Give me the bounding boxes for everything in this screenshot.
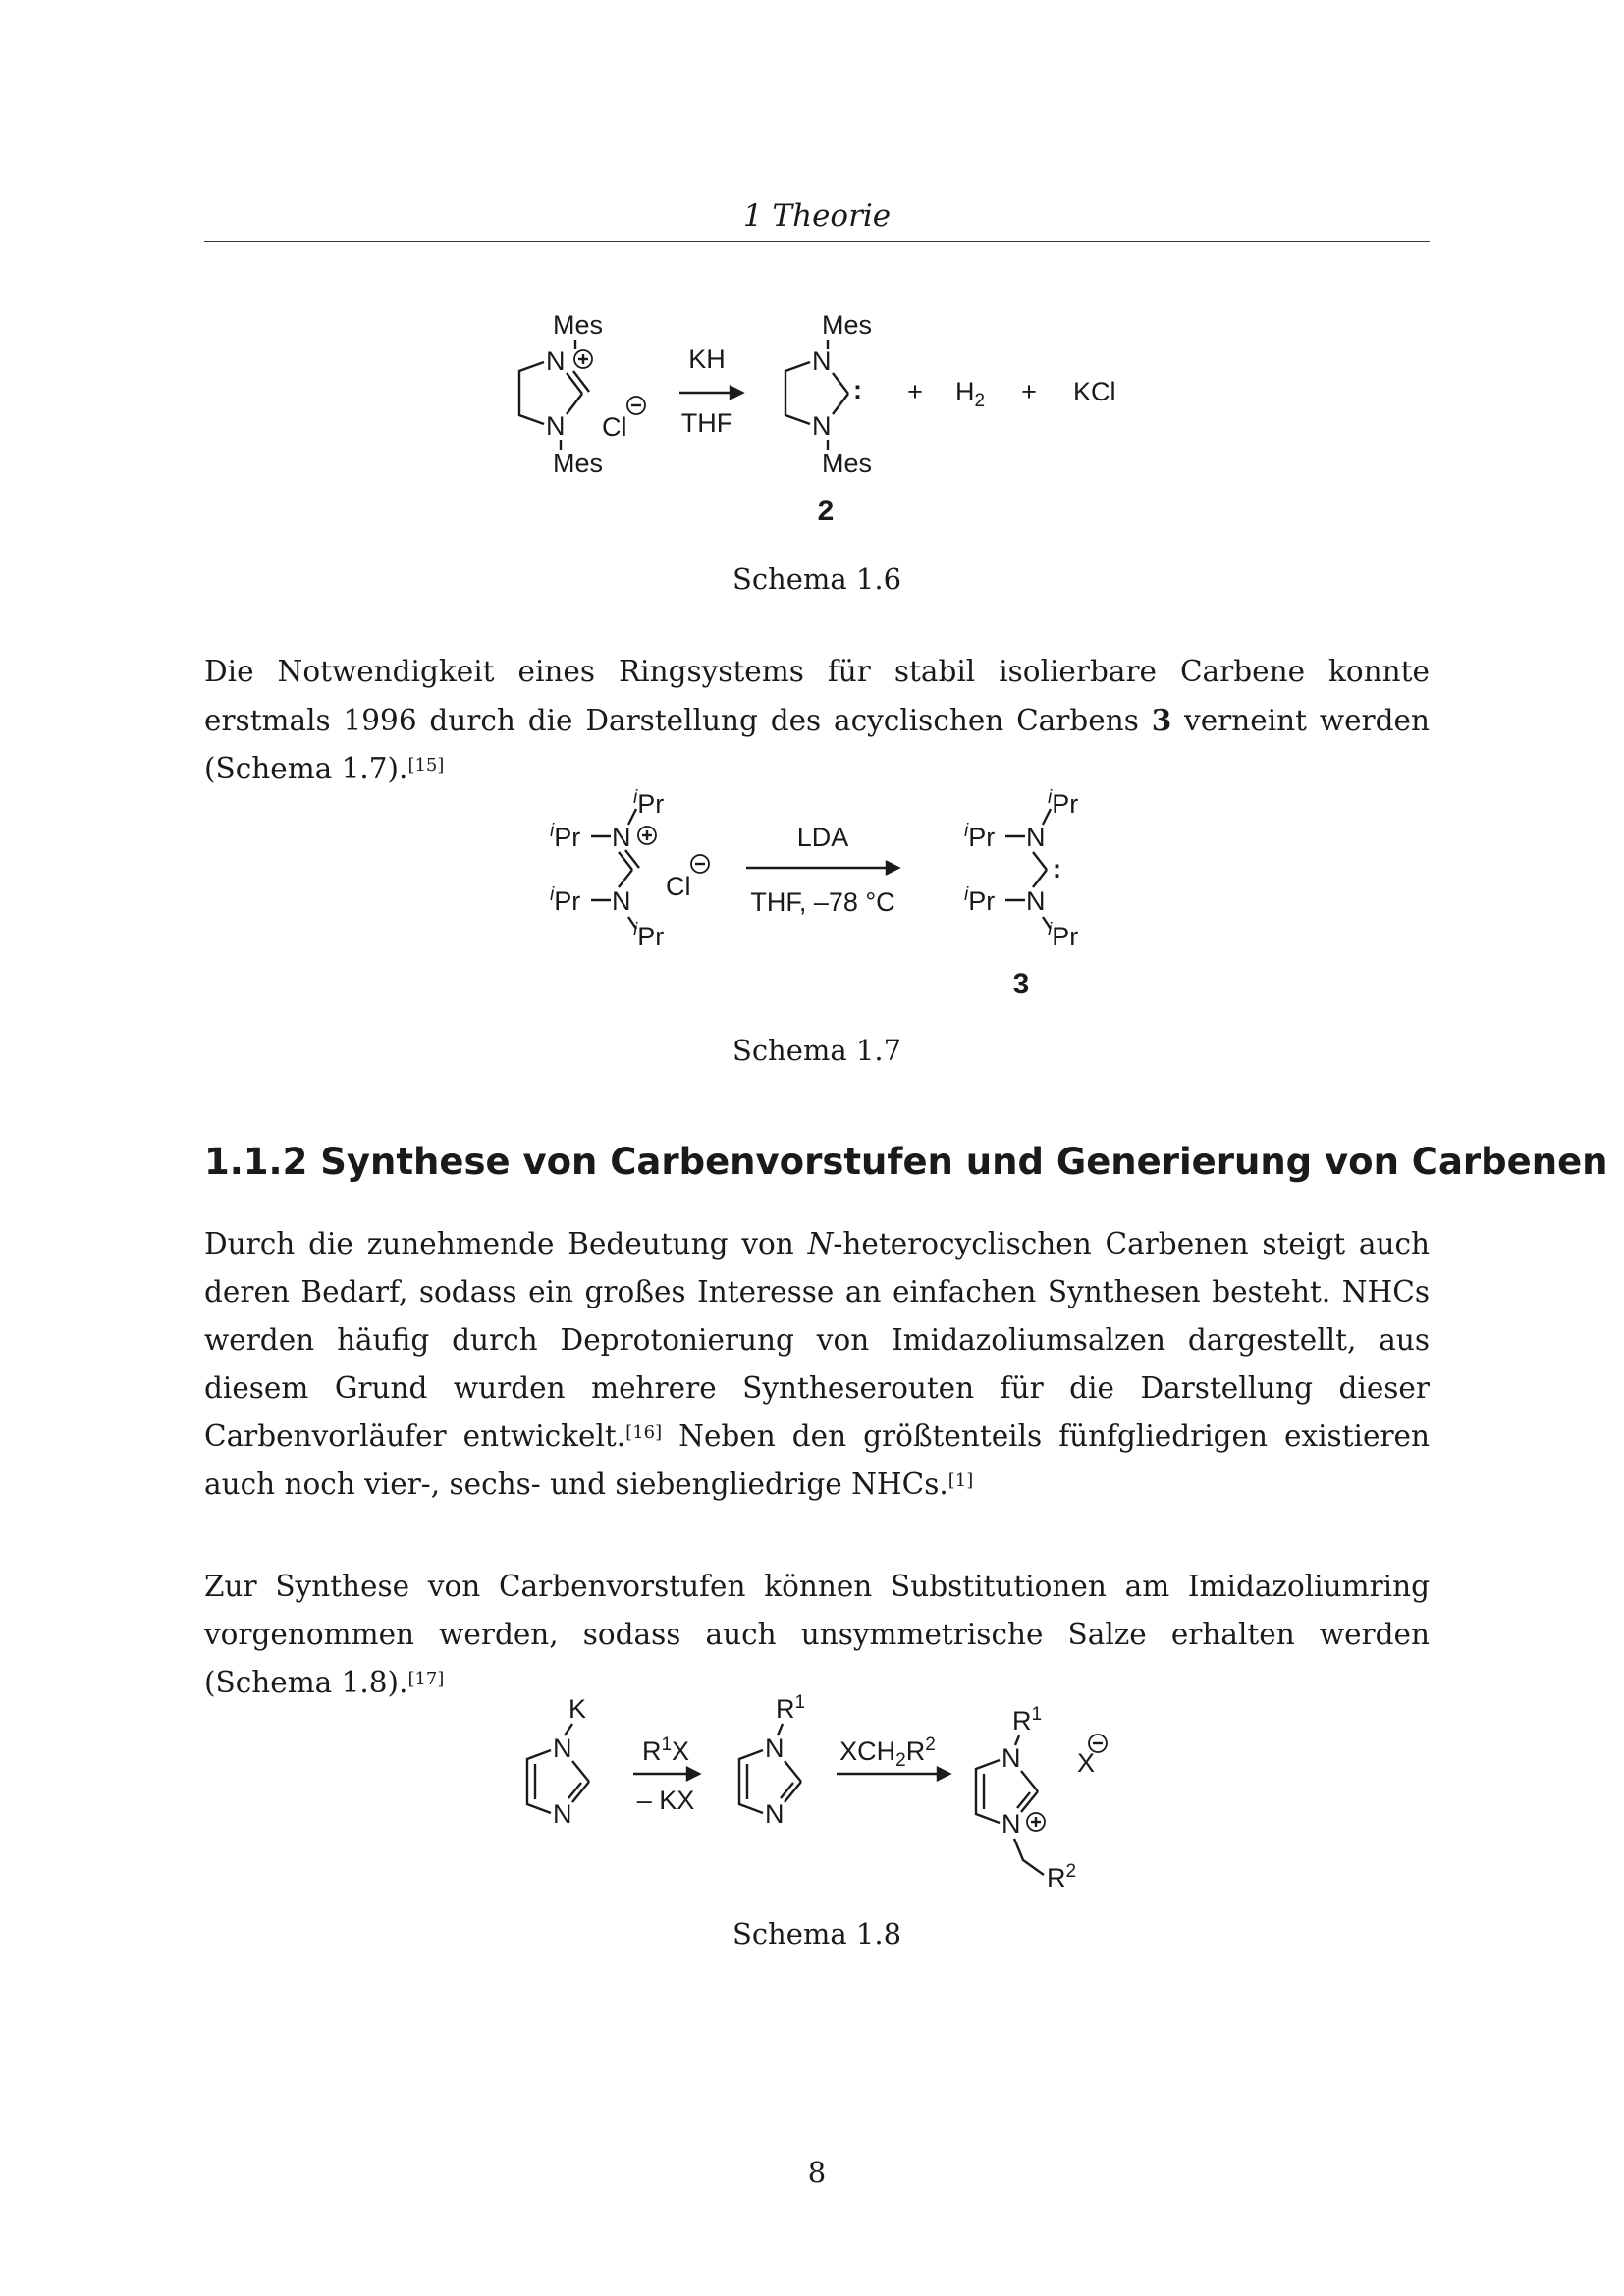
paragraph-acyclic-carbene bbox=[204, 648, 1430, 793]
p-ipr-top-text: Pr bbox=[1052, 789, 1079, 819]
p1-compound-ref: 3 bbox=[1151, 703, 1172, 737]
acyclic-carbene-3 bbox=[964, 787, 1078, 1000]
im-n3-label: N bbox=[765, 1799, 785, 1829]
p2-text-c: Neben den größtenteils fünfgliedrigen existieren auch noch vier-, sechs- und siebengliedrige NHCs. bbox=[204, 1419, 1430, 1501]
ipr-lt-prefix: i bbox=[550, 821, 555, 841]
potassium-imidazolide bbox=[527, 1694, 589, 1829]
plus-sign-1: + bbox=[907, 377, 923, 406]
reagent-r1x bbox=[642, 1735, 689, 1766]
k-label: K bbox=[568, 1694, 587, 1724]
p-ipr-b-text: Pr bbox=[1052, 922, 1079, 951]
caption-scheme-1-6: Schema 1.6 bbox=[731, 562, 902, 596]
mes-bottom-label: Mes bbox=[553, 449, 604, 478]
prod-ring-bond-1 bbox=[1021, 1771, 1038, 1791]
n1-label: N bbox=[546, 347, 566, 376]
arrow-head bbox=[731, 387, 742, 399]
r1-sup: 1 bbox=[794, 1692, 806, 1713]
citation-16[interactable]: [16] bbox=[625, 1422, 663, 1443]
citation-15[interactable]: [15] bbox=[407, 755, 445, 775]
reagent-xch2r2 bbox=[839, 1735, 936, 1771]
imidazolium-salt bbox=[976, 1704, 1107, 1893]
arrow-head bbox=[887, 862, 898, 874]
h-label: H bbox=[955, 377, 975, 406]
product-bond-2 bbox=[833, 394, 848, 414]
product-ring-backbone bbox=[785, 362, 810, 424]
caption-scheme-1-8: Schema 1.8 bbox=[731, 1917, 902, 1950]
p1-text-a: Die Notwendigkeit eines Ringsystems für stabil isolierbare Carbene konnte erstmals 1996 durch die Darstellung des acyclischen Carbens bbox=[204, 655, 1430, 737]
p-ipr-left-bottom bbox=[964, 884, 995, 916]
carbene-lone-pair: : bbox=[853, 375, 862, 404]
im-ring-bond-1 bbox=[785, 1761, 801, 1782]
prod-n3-label: N bbox=[1001, 1809, 1021, 1839]
reaction-arrow-1-6 bbox=[679, 345, 742, 438]
xch2r2-r: R bbox=[905, 1736, 926, 1766]
p3-text-a: Zur Synthese von Carbenvorstufen können Substitutionen am Imidazoliumring vorgenommen werden, sodass auch unsymmetrische Salze erhalten werden (Schema 1.8). bbox=[204, 1570, 1430, 1699]
ipr-left-top bbox=[550, 821, 580, 852]
p-ipr-b-prefix: i bbox=[1048, 920, 1053, 940]
byproduct-kcl: KCl bbox=[1073, 377, 1116, 406]
mes-top-label: Mes bbox=[553, 310, 604, 340]
p-ipr-lt-text: Pr bbox=[968, 823, 996, 852]
product-mes-bottom: Mes bbox=[822, 449, 873, 478]
compound-number-2: 2 bbox=[817, 495, 835, 527]
p-n-top: N bbox=[1026, 823, 1046, 852]
ipr-lb-text: Pr bbox=[554, 886, 581, 916]
cn-single bbox=[619, 870, 632, 887]
section-title: Synthese von Carbenvorstufen und Generierung von Carbenen bbox=[320, 1141, 1608, 1183]
r1x-x: X bbox=[672, 1736, 690, 1766]
imidazolinium-chloride bbox=[519, 310, 645, 478]
product-bond-1 bbox=[833, 373, 848, 394]
prod-ring-backbone bbox=[976, 1760, 1000, 1823]
scheme-1-7 bbox=[0, 775, 1624, 1011]
byproduct-h2 bbox=[955, 377, 985, 411]
chloride-label: Cl bbox=[666, 872, 691, 901]
ipr-top-prefix: i bbox=[633, 787, 638, 808]
r1-r: R bbox=[776, 1694, 795, 1724]
p2-text-b: -heterocyclischen Carbenen steigt auch deren Bedarf, sodass ein großes Interesse an einfachen Synthesen besteht. NHCs werden häufig durch Deprotonierung von Imidazoliumsalzen dargestellt, aus diesem Grund wurden mehrere Syntheserouten für die Darstellung dieser Carbenvorläufer entwickelt. bbox=[204, 1227, 1430, 1453]
prod-r1-label bbox=[1012, 1704, 1042, 1735]
p-ipr-left-top bbox=[964, 821, 995, 852]
reagent-lda: LDA bbox=[796, 823, 849, 852]
running-title: 1 Theorie bbox=[742, 198, 892, 234]
r1x-sup: 1 bbox=[661, 1735, 673, 1755]
r2-r: R bbox=[1047, 1863, 1066, 1893]
ipr-bottom bbox=[633, 920, 664, 951]
n1-label: N bbox=[553, 1734, 572, 1763]
xch2r2-sup: 2 bbox=[925, 1735, 936, 1755]
reagent-minus-kx: – KX bbox=[636, 1786, 695, 1815]
prod-r1-r: R bbox=[1012, 1706, 1032, 1735]
product-n1: N bbox=[812, 347, 832, 376]
arrow-1-head bbox=[687, 1768, 699, 1780]
p2-italic-n: N bbox=[807, 1227, 834, 1260]
counterion-x: X bbox=[1077, 1748, 1096, 1778]
cn-double-bond-b bbox=[573, 371, 589, 392]
ipr-b-text: Pr bbox=[637, 922, 665, 951]
p-cn-bond-1 bbox=[1033, 852, 1047, 870]
ipr-left-bottom bbox=[550, 884, 580, 916]
p-n-bottom: N bbox=[1026, 886, 1046, 916]
ipr-b-prefix: i bbox=[633, 920, 638, 940]
formamidinium-chloride bbox=[550, 787, 709, 951]
citation-17[interactable]: [17] bbox=[407, 1669, 445, 1689]
ipr-top bbox=[633, 787, 664, 819]
ring-backbone bbox=[527, 1750, 551, 1813]
ipr-lt-text: Pr bbox=[554, 823, 581, 852]
r2-label bbox=[1047, 1861, 1076, 1893]
carbene-2 bbox=[785, 310, 872, 527]
ch2-r2-chain bbox=[1014, 1839, 1044, 1875]
scheme-1-8 bbox=[0, 1683, 1624, 1909]
r2-sup: 2 bbox=[1065, 1861, 1077, 1882]
product-n3: N bbox=[812, 411, 832, 441]
page-number: 8 bbox=[807, 2156, 827, 2189]
reaction-arrow-1 bbox=[633, 1735, 699, 1815]
xch2r2-sub: 2 bbox=[895, 1750, 906, 1771]
reagent-conditions: THF, –78 °C bbox=[750, 887, 895, 917]
p-ipr-lt-prefix: i bbox=[964, 821, 969, 841]
im-ring-backbone bbox=[739, 1750, 763, 1813]
caption-scheme-1-7: Schema 1.7 bbox=[731, 1034, 902, 1067]
p-cn-bond-2 bbox=[1033, 870, 1047, 887]
im-n1-label: N bbox=[765, 1734, 785, 1763]
plus-sign-2: + bbox=[1021, 377, 1037, 406]
compound-number-3: 3 bbox=[1012, 968, 1030, 1000]
r1-label bbox=[776, 1692, 805, 1724]
reaction-arrow-2 bbox=[837, 1735, 949, 1780]
arrow-2-head bbox=[938, 1768, 949, 1780]
h-subscript: 2 bbox=[974, 391, 986, 411]
im-ring-double-inner bbox=[781, 1783, 793, 1798]
section-number: 1.1.2 bbox=[204, 1141, 308, 1183]
prod-ring-double-inner bbox=[1017, 1792, 1030, 1808]
section-heading bbox=[204, 1141, 1608, 1183]
carbene-lone-pair: : bbox=[1053, 854, 1061, 883]
cn-single-bond bbox=[567, 394, 582, 414]
prod-r1-sup: 1 bbox=[1031, 1704, 1043, 1725]
n3-label: N bbox=[546, 411, 566, 441]
cn-double-bond-a bbox=[567, 373, 582, 394]
ipr-lb-prefix: i bbox=[550, 884, 555, 905]
ring-double-inner bbox=[568, 1783, 581, 1798]
reaction-arrow-1-7 bbox=[746, 823, 898, 917]
product-mes-top: Mes bbox=[822, 310, 873, 340]
paragraph-nhc-synthesis bbox=[204, 1220, 1430, 1509]
n-bottom-label: N bbox=[612, 886, 631, 916]
n-substituted-imidazole bbox=[739, 1692, 805, 1829]
p-ipr-lb-text: Pr bbox=[968, 886, 996, 916]
citation-1[interactable]: [1] bbox=[947, 1470, 974, 1491]
p-ipr-top bbox=[1048, 787, 1078, 819]
ring-backbone bbox=[519, 362, 544, 424]
xch2r2-prefix: XCH bbox=[839, 1736, 896, 1766]
ipr-top-text: Pr bbox=[637, 789, 665, 819]
scheme-1-6 bbox=[0, 294, 1624, 530]
p-ipr-bottom bbox=[1048, 920, 1078, 951]
r1x-r: R bbox=[641, 1736, 662, 1766]
prod-n1-label: N bbox=[1001, 1743, 1021, 1773]
ring-bond-1 bbox=[572, 1761, 589, 1782]
p1-text-b: verneint werden (Schema 1.7). bbox=[204, 704, 1430, 785]
reagent-kh: KH bbox=[688, 345, 726, 374]
running-header bbox=[204, 192, 1430, 242]
chloride-label: Cl bbox=[602, 412, 627, 442]
n3-label: N bbox=[553, 1799, 572, 1829]
p-ipr-lb-prefix: i bbox=[964, 884, 969, 905]
p-ipr-top-prefix: i bbox=[1048, 787, 1053, 808]
p2-text-a: Durch die zunehmende Bedeutung von bbox=[204, 1227, 808, 1260]
reagent-thf: THF bbox=[680, 408, 733, 438]
n-top-label: N bbox=[612, 823, 631, 852]
